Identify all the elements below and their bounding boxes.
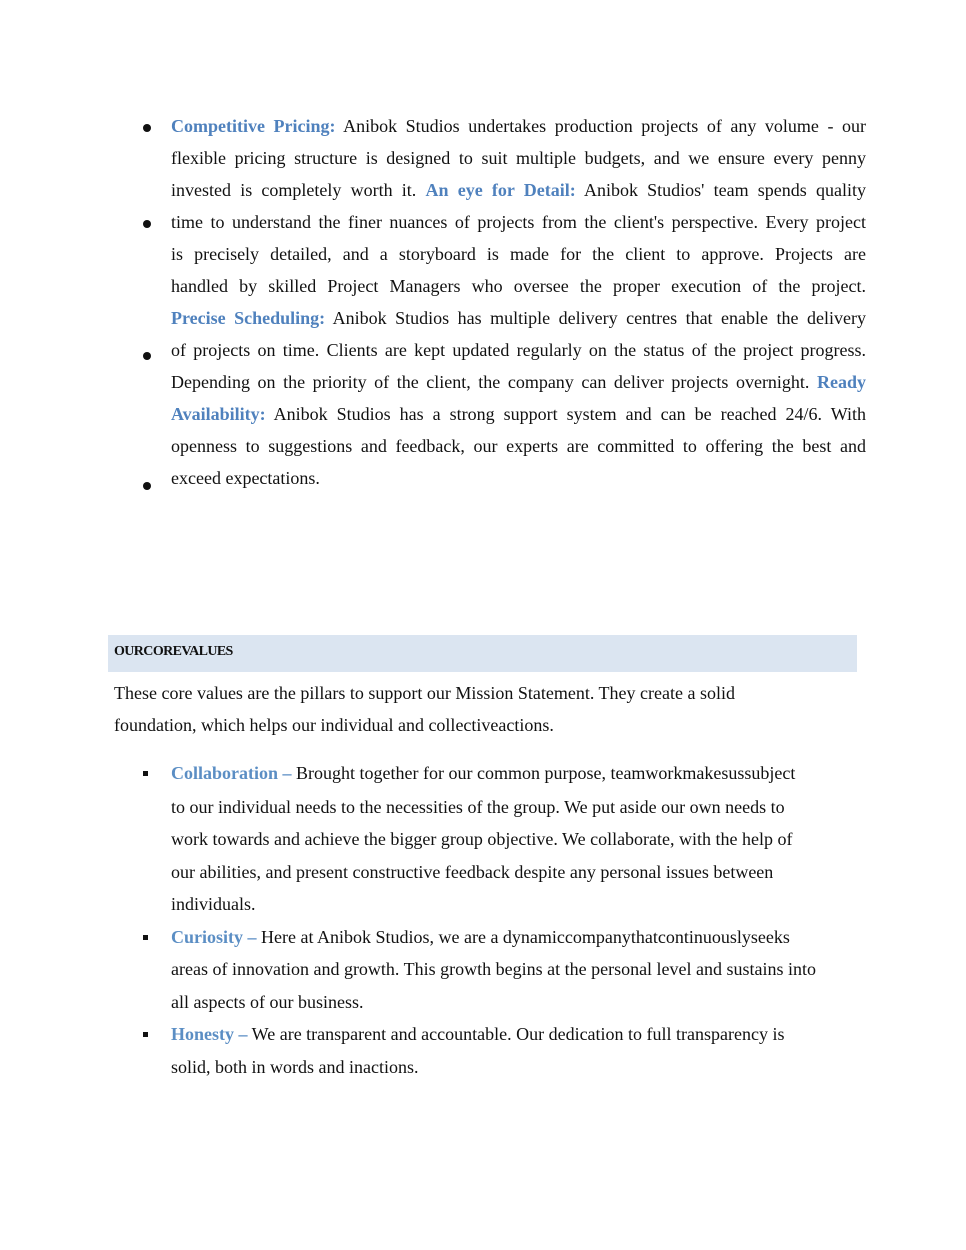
bullet-square xyxy=(143,771,148,776)
services-line-7: Precise Scheduling: Anibok Studios has multiple delivery centres that enable the delivery xyxy=(171,308,866,328)
core-values-intro-line-2: foundation, which helps our individual and collectiveactions. xyxy=(114,715,554,735)
core-values-intro-line-1: These core values are the pillars to support our Mission Statement. They create a solid xyxy=(114,683,735,703)
list-item: our abilities, and present constructive feedback despite any personal issues between xyxy=(171,862,774,882)
services-line-8: of projects on time. Clients are kept updated regularly on the status of the project progress. xyxy=(171,340,866,360)
bullet-dot xyxy=(143,220,151,228)
list-item: work towards and achieve the bigger group objective. We collaborate, with the help of xyxy=(171,829,793,849)
list-item: solid, both in words and inactions. xyxy=(171,1057,419,1077)
services-line-1: Competitive Pricing: Anibok Studios undertakes production projects of any volume - our xyxy=(171,116,867,136)
bullet-dot xyxy=(143,352,151,360)
service-label-detail: An eye for Detail: xyxy=(425,180,576,200)
services-line-9: Depending on the priority of the client, the company can deliver projects overnight. Ready xyxy=(171,372,866,392)
core-value-label: Honesty – xyxy=(171,1024,248,1044)
core-value-label: Collaboration – xyxy=(171,763,292,783)
services-line-6: handled by skilled Project Managers who oversee the proper execution of the project. xyxy=(171,276,866,296)
services-line-3: invested is completely worth it. An eye for Detail: Anibok Studios' team spends quality xyxy=(171,180,866,200)
services-line-11: openness to suggestions and feedback, our experts are committed to offering the best and xyxy=(171,436,866,456)
bullet-square xyxy=(143,935,148,940)
list-item: all aspects of our business. xyxy=(171,992,364,1012)
core-values-heading-band xyxy=(108,635,857,672)
list-item: individuals. xyxy=(171,894,256,914)
core-values-heading: OURCOREVALUES xyxy=(114,644,233,659)
core-value-curiosity: Curiosity – Here at Anibok Studios, we are a dynamiccompanythatcontinuouslyseeks xyxy=(171,927,790,947)
service-label-ready: Ready xyxy=(817,372,866,392)
service-label-scheduling: Precise Scheduling: xyxy=(171,308,326,328)
bullet-square xyxy=(143,1032,148,1037)
services-line-4: time to understand the finer nuances of projects from the client's perspective. Every project xyxy=(171,212,866,232)
services-line-10: Availability: Anibok Studios has a strong support system and can be reached 24/6. With xyxy=(171,404,866,424)
service-label-availability: Availability: xyxy=(171,404,266,424)
list-item: to our individual needs to the necessities of the group. We put aside our own needs to xyxy=(171,797,785,817)
bullet-dot xyxy=(143,482,151,490)
services-line-2: flexible pricing structure is designed to suit multiple budgets, and we ensure every penny xyxy=(171,148,866,168)
service-label-pricing: Competitive Pricing: xyxy=(171,116,336,136)
services-line-5: is precisely detailed, and a storyboard is made for the client to approve. Projects are xyxy=(171,244,866,264)
services-line-12: exceed expectations. xyxy=(171,468,320,488)
core-value-honesty: Honesty – We are transparent and accountable. Our dedication to full transparency is xyxy=(171,1024,785,1044)
bullet-dot xyxy=(143,124,151,132)
core-value-label: Curiosity – xyxy=(171,927,257,947)
core-value-collaboration: Collaboration – Brought together for our common purpose, teamworkmakesussubject xyxy=(171,763,796,783)
list-item: areas of innovation and growth. This growth begins at the personal level and sustains into xyxy=(171,959,817,979)
